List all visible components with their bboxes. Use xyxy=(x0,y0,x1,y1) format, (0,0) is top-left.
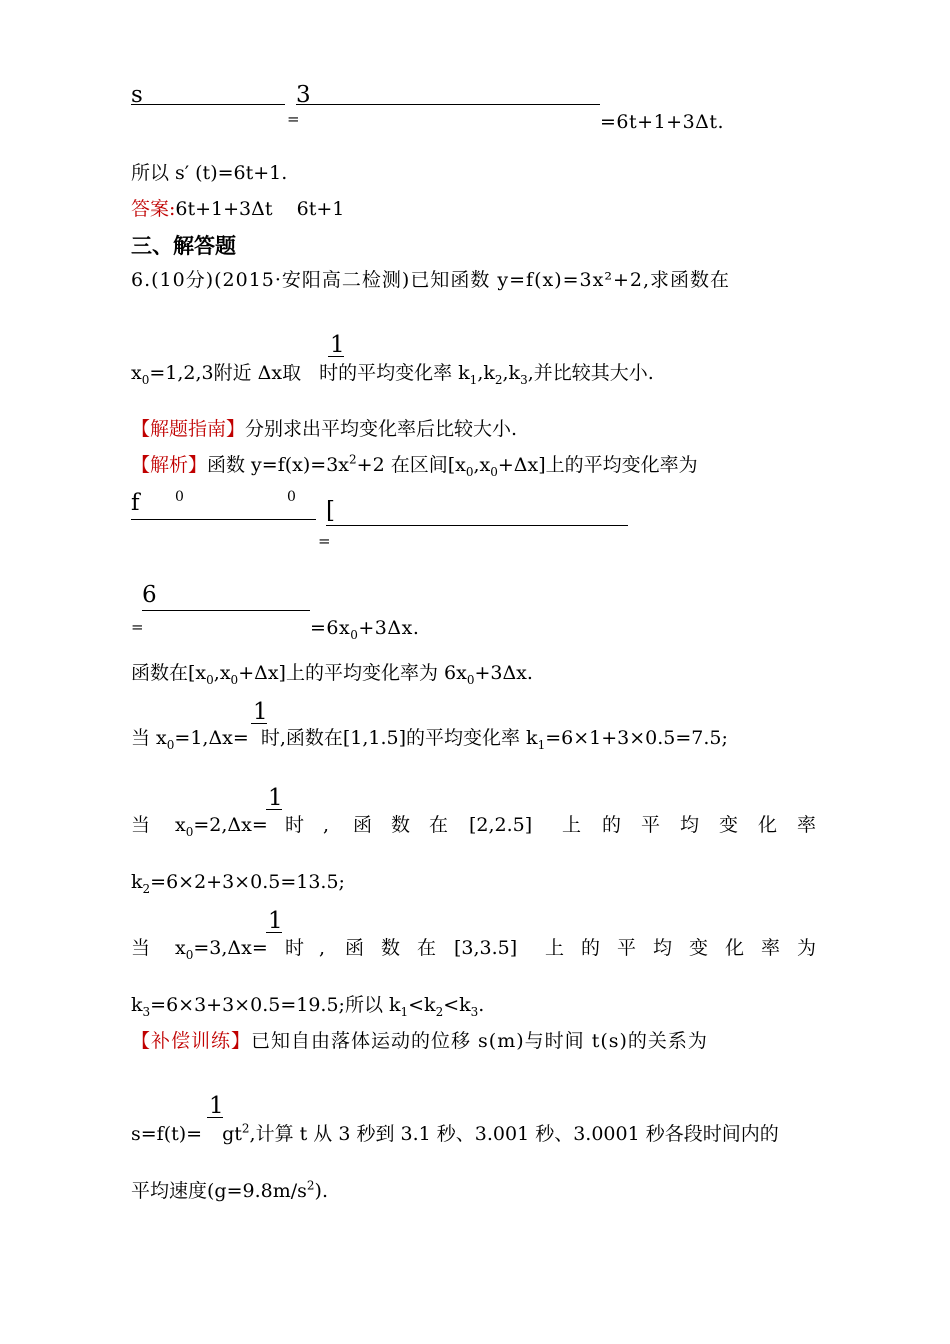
fraction-bar xyxy=(207,1117,223,1118)
equals-sign: = xyxy=(318,532,331,550)
case2-label: 当 xyxy=(131,814,151,836)
fraction-bar xyxy=(266,809,282,810)
guide-text: 分别求出平均变化率后比较大小. xyxy=(245,418,518,440)
guide-label: 【解题指南】 xyxy=(131,418,246,440)
fraction-bar xyxy=(328,356,344,357)
case3-word: 化 xyxy=(725,937,745,959)
frac-numerator-s: s xyxy=(131,82,143,108)
case2-word: 在 xyxy=(429,814,449,836)
case1-frac-numerator: 1 xyxy=(253,699,268,725)
frac2-bracket: [ xyxy=(326,498,335,524)
supplement-frac-numerator: 1 xyxy=(209,1093,224,1119)
case2-condition: $x_0=2,\Delta x=$ xyxy=(175,814,268,839)
supplement-line1: 【补偿训练】已知自由落体运动的位移 s(m)与时间 t(s)的关系为 xyxy=(131,1030,708,1052)
frac2-zero: 0 xyxy=(175,489,184,505)
case3-word: 上 xyxy=(545,937,565,959)
question-6-line1: 6.(10分)(2015·安阳高二检测)已知函数 y=f(x)=3x²+2,求函数在 xyxy=(131,269,731,291)
case2-word: 平 xyxy=(641,814,661,836)
case3-word: 在 xyxy=(417,937,437,959)
derivative-line: 所以 s′ (t)=6t+1. xyxy=(131,162,288,184)
case2-word: 上 xyxy=(562,814,582,836)
case2-word: 率 xyxy=(797,814,817,836)
frac3-six: 6 xyxy=(142,582,157,608)
case3-word: 均 xyxy=(653,937,673,959)
case2-frac-numerator: 1 xyxy=(268,785,283,811)
case3-word: 率 xyxy=(761,937,781,959)
question-6-line2: $x_0=1,2,3$附近 Δx取 时的平均变化率 $k_1,k_2,k_3$,并比较其大小. xyxy=(131,362,654,387)
case3-word: 为 xyxy=(797,937,817,959)
fraction-bar xyxy=(131,104,285,105)
frac2-zero: 0 xyxy=(287,489,296,505)
frac-numerator-1: 1 xyxy=(330,332,345,358)
rate-line: 函数在$[x_0,x_0+\Delta x]$上的平均变化率为 $6x_0+3\Delta x$. xyxy=(131,662,533,687)
case2-word: 的 xyxy=(602,814,622,836)
supplement-line3: 平均速度$(g=9.8m/s^2)$. xyxy=(131,1178,328,1202)
answer-text: 6t+1+3Δt 6t+1 xyxy=(175,198,345,220)
case2-word: 函 xyxy=(353,814,373,836)
result-expression: =6t+1+3Δt. xyxy=(600,111,725,133)
analysis-label: 【解析】 xyxy=(131,454,208,476)
section-heading: 三、解答题 xyxy=(131,233,236,258)
fraction-bar xyxy=(266,932,282,933)
answer-label: 答案: xyxy=(131,198,176,220)
fraction-bar xyxy=(131,519,316,520)
fraction-bar xyxy=(296,104,600,105)
case2-word: 均 xyxy=(680,814,700,836)
case3-label: 当 xyxy=(131,937,151,959)
supplement-line2: $s=f(t)= gt^2$,计算 t 从 3 秒到 3.1 秒、3.001 秒、3.0001 秒各段时间内的 xyxy=(131,1121,779,1145)
case3-word: 数 xyxy=(381,937,401,959)
case1-line: 当 $x_0=1,\Delta x=$ 时,函数在[1,1.5]的平均变化率 $k_1=6\times 1+3\times 0.5=7.5$; xyxy=(131,727,728,752)
case3-condition: $x_0=3,\Delta x=$ xyxy=(175,937,268,962)
case3-word: 的 xyxy=(581,937,601,959)
case2-shi: 时 xyxy=(285,814,305,836)
fraction-bar xyxy=(326,525,628,526)
frac2-f: f xyxy=(131,490,140,516)
case3-interval: [3,3.5] xyxy=(454,937,518,959)
fraction-bar xyxy=(142,610,310,611)
case3-word: 变 xyxy=(689,937,709,959)
case3-word: 平 xyxy=(617,937,637,959)
case3-comma: , xyxy=(319,937,326,959)
case2-comma: , xyxy=(323,814,330,836)
answer-line xyxy=(131,200,344,219)
case2-result: $k_2=6\times 2+3\times 0.5=13.5$; xyxy=(131,871,345,896)
case3-shi: 时 xyxy=(285,937,305,959)
case2-word: 化 xyxy=(758,814,778,836)
supplement-label: 【补偿训练】 xyxy=(131,1030,252,1052)
case3-result: $k_3=6\times 3+3\times 0.5=19.5$;所以 $k_1<k_2<k_3$. xyxy=(131,994,485,1019)
frac-numerator-3: 3 xyxy=(296,82,311,108)
case3-frac-numerator: 1 xyxy=(268,908,283,934)
fraction-bar xyxy=(251,723,267,724)
frac3-result: $=6x_0+3\Delta x$. xyxy=(310,617,420,642)
case3-word: 函 xyxy=(345,937,365,959)
analysis-line: 【解析】函数 $y=f(x)=3x^2+2$ 在区间$[x_0,x_0+\Delta x]$上的平均变化率为 xyxy=(131,452,698,479)
solution-guide xyxy=(131,420,517,439)
equals-sign: = xyxy=(287,110,300,128)
case2-word: 数 xyxy=(391,814,411,836)
equals-sign: = xyxy=(131,618,144,636)
case2-word: 变 xyxy=(719,814,739,836)
case2-interval: [2,2.5] xyxy=(469,814,533,836)
